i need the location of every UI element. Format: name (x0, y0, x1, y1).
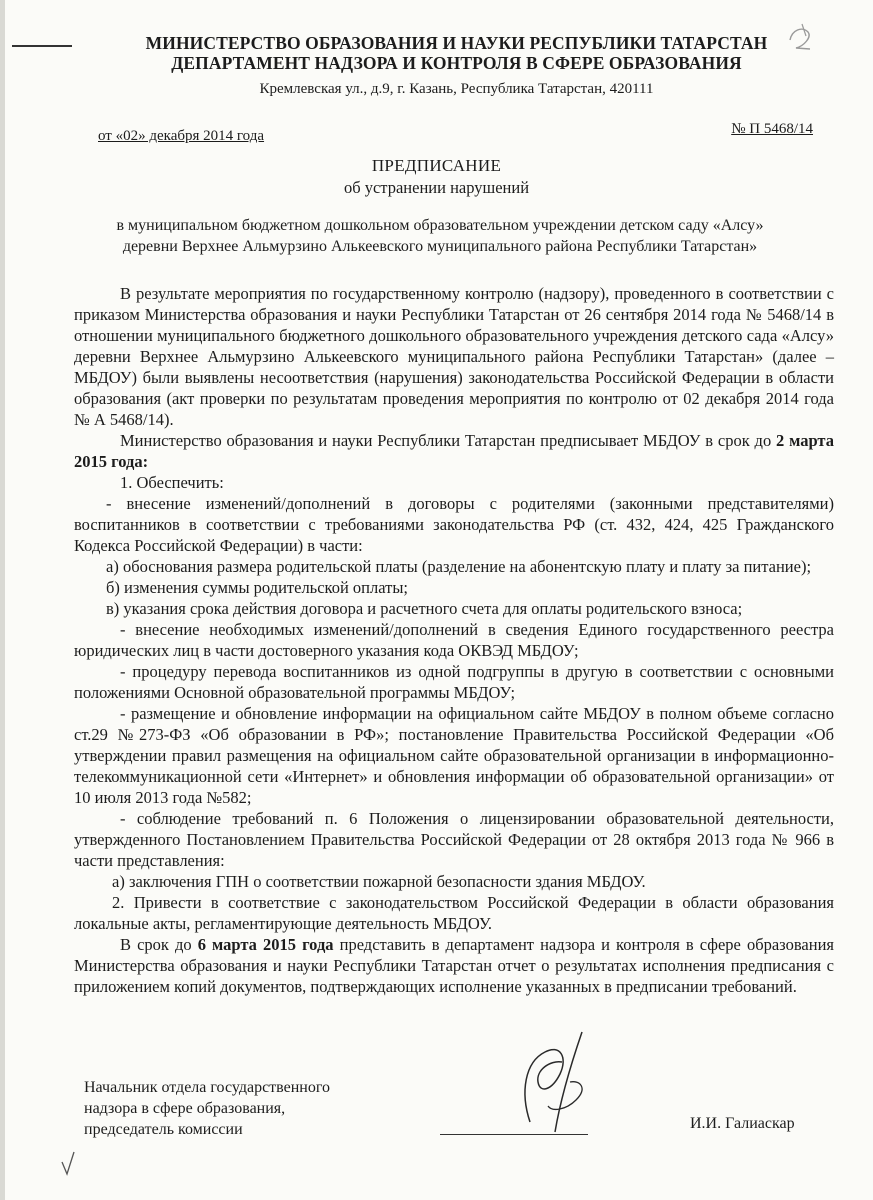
organization-line-1: в муниципальном бюджетном дошкольном образовательном учреждении детском саду «Алсу» (116, 217, 764, 234)
signatory-position-line-2: надзора в сфере образования, (84, 1100, 286, 1117)
signatory-name: И.И. Галиаскар (690, 1115, 795, 1132)
item-1-title: 1. Обеспечить: (120, 473, 224, 492)
item-1-v: в) указания срока действия договора и расчетного счета для оплаты родительского взноса; (106, 599, 743, 618)
document-number: № П 5468/14 (731, 121, 813, 137)
intro-paragraph: В результате мероприятия по государственному контролю (надзору), проведенного в соответствии с приказом Министерства образования и науки Республики Татарстан от 26 сентября 2014 года № 5468/14 в отношении муниципального бюджетного дошкольного образовательного учреждения детского сада «Алсу» деревни Верхнее Альмурзино Алькеевского муниципального района Республики Татарстан» (далее – МБДОУ) были выявлены несоответствия (нарушения) законодательства Российской Федерации в области образования (акт проверки по результатам проведения мероприятия по контролю от 02 декабря 2014 года № А 5468/14). (74, 284, 834, 429)
report-rest: представить в департамент надзора и контроля в сфере образования Министерства образования и науки Республики Татарстан отчет о результатах исполнения предписания с приложением копий документов, подтверждающих исполнение указанных в предписании требований. (74, 935, 834, 996)
report-paragraph (74, 934, 834, 997)
ministry-address: Кремлевская ул., д.9, г. Казань, Республика Татарстан, 420111 (259, 81, 654, 97)
document-subtitle: об устранении нарушений (343, 178, 530, 197)
item-1-b: б) изменения суммы родительской оплаты; (106, 578, 408, 597)
corner-handwritten-mark (780, 20, 820, 56)
report-start: В срок до (120, 935, 198, 954)
item-1-transfer: - процедуру перевода воспитанников из одной подгруппы в другую в соответствии с основными положениями Основной образовательной программы МБДОУ; (74, 662, 834, 702)
document-body (74, 283, 834, 997)
item-1-license: - соблюдение требований п. 6 Положения о лицензировании образовательной деятельности, утвержденного Постановлением Правительства Российской Федерации от 28 октября 2013 года № 966 в части представления: (74, 809, 834, 870)
document-title: ПРЕДПИСАНИЕ (371, 156, 502, 175)
organization-line-2: деревни Верхнее Альмурзино Алькеевского муниципального района Республики Татарстан» (122, 238, 758, 255)
item-1-fire: а) заключения ГПН о соответствии пожарной безопасности здания МБДОУ. (112, 872, 646, 891)
signatory-position (84, 1077, 330, 1140)
item-1-website: - размещение и обновление информации на официальном сайте МБДОУ в полном объеме согласно ст.29 №273-ФЗ «Об образовании в РФ»; постановление Правительства Российской Федерации «Об утверждении правил размещения на официальном сайте образовательной организации в информационно-телекоммуникационной сети «Интернет» и обновления информации об образовательной организации» от 10 июля 2013 года №582; (74, 704, 834, 807)
signatory-position-line-1: Начальник отдела государственного (84, 1079, 331, 1096)
item-1-contracts: - внесение изменений/дополнений в договоры с родителями (законными представителями) воспитанников в соответствии с требованиями законодательства РФ (ст. 432, 424, 425 Гражданского Кодекса Российской Федерации) в части: (74, 494, 834, 555)
inspected-organization (60, 215, 820, 257)
check-mark (58, 1148, 82, 1180)
report-deadline: 6 марта 2015 года (197, 935, 334, 954)
item-1-a: а) обоснования размера родительской платы (разделение на абонентскую плату и плату за питание); (106, 557, 812, 576)
order-text: Министерство образования и науки Республики Татарстан предписывает МБДОУ в срок до (120, 431, 777, 450)
ministry-name: МИНИСТЕРСТВО ОБРАЗОВАНИЯ И НАУКИ РЕСПУБЛИКИ ТАТАРСТАН (145, 33, 768, 53)
item-2: 2. Привести в соответствие с законодательством Российской Федерации в области образования локальные акты, регламентирующие деятельность МБДОУ. (74, 893, 834, 933)
department-name: ДЕПАРТАМЕНТ НАДЗОРА И КОНТРОЛЯ В СФЕРЕ ОБРАЗОВАНИЯ (171, 53, 742, 73)
signatory-position-line-3: председатель комиссии (84, 1121, 243, 1138)
document-date: от «02» декабря 2014 года (98, 128, 265, 144)
order-deadline: 2 марта 2015 года: (74, 431, 834, 471)
item-1-egrul: - внесение необходимых изменений/дополнений в сведения Единого государственного реестра юридических лиц в части достоверного указания кода ОКВЭД МБДОУ; (74, 620, 834, 660)
order-paragraph (74, 430, 834, 472)
signature-line (440, 1134, 588, 1135)
handwritten-signature (500, 1022, 610, 1142)
